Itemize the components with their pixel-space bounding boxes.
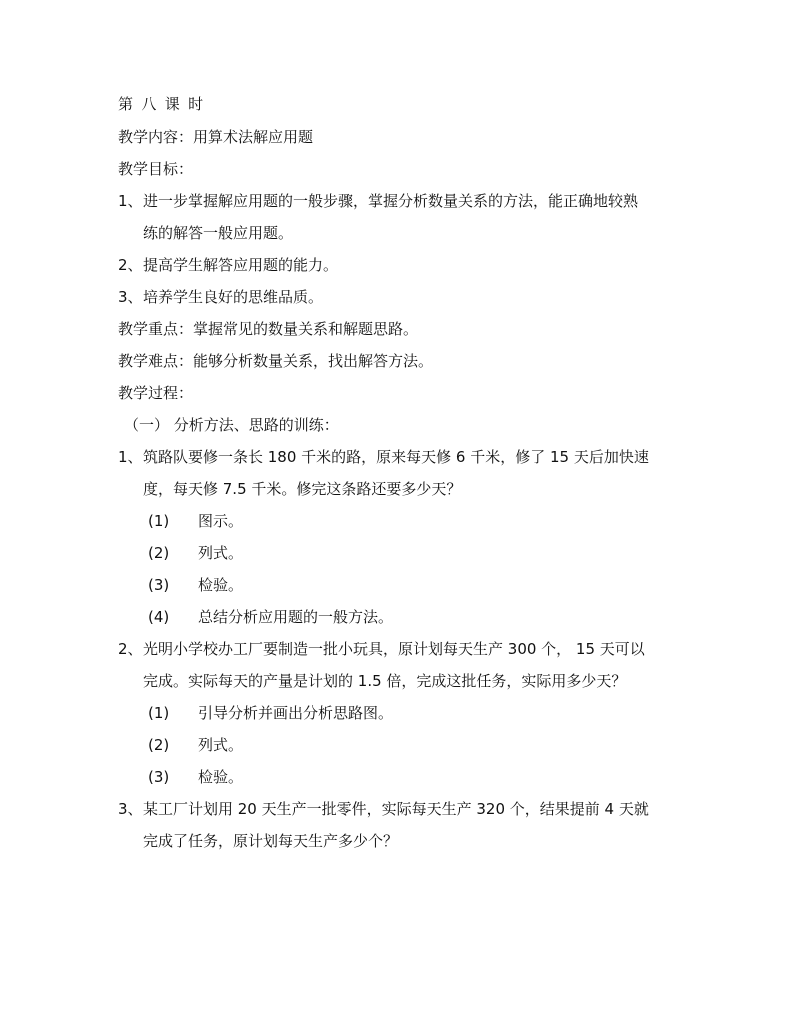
step-text: 总结分析应用题的一般方法。 <box>198 608 394 626</box>
problem-text: 光明小学校办工厂要制造一批小玩具，原计划每天生产 300 个， 15 天可以 <box>143 640 645 658</box>
goal-number: 1、 <box>118 192 143 210</box>
section-heading: （一） 分析方法、思路的训练： <box>124 416 339 434</box>
step-text: 列式。 <box>198 544 244 562</box>
problem-text-continued: 完成。实际每天的产量是计划的 1.5 倍，完成这批任务，实际用多少天？ <box>143 672 627 690</box>
problem-text: 某工厂计划用 20 天生产一批零件，实际每天生产 320 个，结果提前 4 天就 <box>143 800 649 818</box>
goal-text: 进一步掌握解应用题的一般步骤，掌握分析数量关系的方法，能正确地较熟 <box>143 192 639 210</box>
lesson-title: 第 八 课 时 <box>118 95 205 113</box>
step-number: (1) <box>148 512 170 530</box>
goal-text-continued: 练的解答一般应用题。 <box>143 224 294 242</box>
step-number: (4) <box>148 608 170 626</box>
teaching-content: 教学内容：用算术法解应用题 <box>118 128 314 146</box>
goal-text: 培养学生良好的思维品质。 <box>143 288 324 306</box>
key-point: 教学重点：掌握常见的数量关系和解题思路。 <box>118 320 419 338</box>
problem-number: 1、 <box>118 448 143 466</box>
step-number: (3) <box>148 576 170 594</box>
problem-number: 3、 <box>118 800 143 818</box>
step-number: (3) <box>148 768 170 786</box>
difficulty: 教学难点：能够分析数量关系，找出解答方法。 <box>118 352 434 370</box>
process-label: 教学过程： <box>118 384 194 402</box>
goal-text: 提高学生解答应用题的能力。 <box>143 256 339 274</box>
step-number: (2) <box>148 544 170 562</box>
teaching-goals-label: 教学目标： <box>118 160 194 178</box>
step-number: (1) <box>148 704 170 722</box>
step-text: 列式。 <box>198 736 244 754</box>
goal-number: 3、 <box>118 288 143 306</box>
step-text: 图示。 <box>198 512 244 530</box>
problem-number: 2、 <box>118 640 143 658</box>
step-text: 引导分析并画出分析思路图。 <box>198 704 394 722</box>
step-text: 检验。 <box>198 576 244 594</box>
problem-text: 筑路队要修一条长 180 千米的路，原来每天修 6 千米，修了 15 天后加快速 <box>143 448 649 466</box>
step-text: 检验。 <box>198 768 244 786</box>
problem-text-continued: 度，每天修 7.5 千米。修完这条路还要多少天？ <box>143 480 462 498</box>
problem-text-continued: 完成了任务，原计划每天生产多少个？ <box>143 832 399 850</box>
step-number: (2) <box>148 736 170 754</box>
goal-number: 2、 <box>118 256 143 274</box>
